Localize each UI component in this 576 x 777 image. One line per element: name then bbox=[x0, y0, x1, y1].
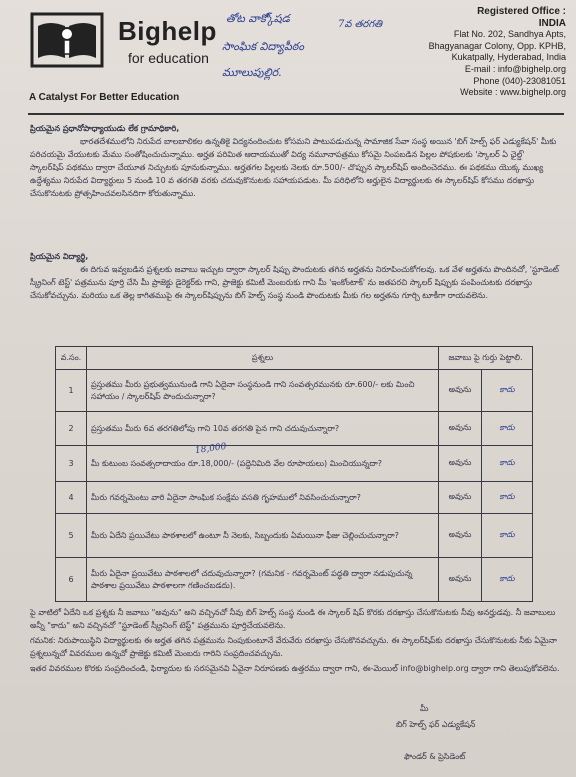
paragraph-student-text: ఈ దిగువ ఇవ్వబడిన ప్రశ్నలకు జవాబు ఇచ్చుట ద్వారా స్కాలర్ షిప్పు పొందుటకు తగిన అర్హతను నిరూపించుకోగలవు. ఒక వేళ అర్హతను పొందినచో, 'స్టూడెంట్ స్క్రీనింగ్ టెస్ట్' పత్రమును పూర్తి చేసి మీ ప్రాజెక్టు డైరెక్టర్‌కు గాని, ప్రాజెక్టు కమిటీ మెంబరుకు గాని మీ 'ఇంకోంటాక్' ను జతపరచి స్కాలర్ షిప్పుకు పంపించుటకు దరఖాస్తు చేసుకోవచ్చును. మరియు ఒక తెల్ల కాగితముపై ఈ స్కాలర్‌షిప్పును బిగ్ హెల్ప్ సంస్థ నుండి పొందుటకు మీకు గల అర్హతను గూర్చి టూకీగా రాయవలెను. bbox=[30, 265, 559, 300]
column-header-serial: వ.సం. bbox=[56, 347, 87, 370]
paragraph-headmaster bbox=[30, 122, 560, 200]
answer-no-handwritten-mark[interactable]: కాదు bbox=[482, 514, 533, 558]
row-question: మీరు గవర్నమెంటు వారి ఏదైనా సాంఘిక సంక్షేమ వసతి గృహములో నివసించుచున్నారా? bbox=[87, 482, 439, 514]
answer-no-handwritten-mark[interactable]: కాదు bbox=[482, 558, 533, 602]
answer-yes-option[interactable]: అవును bbox=[439, 446, 482, 482]
table-row bbox=[56, 412, 533, 446]
table-row bbox=[56, 558, 533, 602]
row-number: 1 bbox=[56, 370, 87, 412]
answer-yes-option[interactable]: అవును bbox=[439, 514, 482, 558]
header-divider bbox=[28, 113, 564, 115]
office-country: INDIA bbox=[538, 17, 566, 29]
salutation-student: ప్రియమైన విద్యార్థి, bbox=[30, 252, 89, 261]
column-header-questions: ప్రశ్నలు bbox=[87, 347, 439, 370]
row-number: 5 bbox=[56, 514, 87, 558]
open-book-logo-icon bbox=[30, 12, 104, 68]
answer-yes-option[interactable]: అవును bbox=[439, 412, 482, 446]
table-row bbox=[56, 370, 533, 412]
table-row bbox=[56, 446, 533, 482]
handwritten-village: మూలుపుల్లిర. bbox=[222, 66, 282, 79]
note-eligibility: పై వాటిలో ఏదేని ఒక ప్రశ్నకు నీ జవాబు "అవును" అని వచ్చినచో నీవు బిగ్ హెల్ప్ సంస్థ నుండి ఈ స్కాలర్ షిప్ కొరకు దరఖాస్తు చేసుకొనుటకు నీవు అనర్హుడవు. నీ జవాబులు అన్నీ "కాదు" అని వచ్చినచో "స్టూడెంట్ స్క్రీనింగ్ టెస్ట్" పత్రమును పూర్తిచేయవలెను. bbox=[30, 608, 556, 630]
office-phone: Phone (040)-23081051 bbox=[473, 75, 566, 86]
handwritten-student-name: తోట వాక్కో్షడ bbox=[226, 12, 290, 25]
answer-yes-option[interactable]: అవును bbox=[439, 482, 482, 514]
office-title: Registered Office : bbox=[477, 6, 566, 17]
office-address-line: Kukatpally, Hyderabad, India bbox=[451, 52, 566, 63]
signature-org: బిగ్ హెల్ప్ ఫర్ ఎడ్యుకేషన్ bbox=[396, 720, 476, 729]
answer-no-handwritten-mark[interactable]: కాదు bbox=[482, 412, 533, 446]
brand-subtitle: for education bbox=[128, 50, 209, 66]
answer-no-handwritten-mark[interactable]: కాదు bbox=[482, 446, 533, 482]
salutation-headmaster: ప్రియమైన ప్రధానోపాధ్యాయుడు లేక గ్రామాధికారి, bbox=[30, 124, 180, 133]
note-remark: గమనిక: నిరుపాయిస్థిని విద్యార్థులకు ఈ అర్హత తగిన పత్రమును నింపుకుంటూనే వేరువేరు దరఖాస్తు చేసుకొనవచ్చును. ఈ స్కాలర్‌షిప్‌కు దరఖాస్తు చేసుకొనుటకు నీకు ఏమైనా ప్రశ్నలున్నచో వివరముల ఉన్నచో ప్రాజెక్టు కమిటీ మెంబరు గారిని సంప్రదించవచ్చును. bbox=[30, 636, 557, 658]
closing-word: మీ bbox=[420, 704, 429, 713]
handwritten-class: 7వ తరగతి bbox=[338, 19, 383, 30]
paragraph-headmaster-text: భారతదేశములోని నిరుపేద బాలబాలికల ఉన్నతికై విద్యనందించుట కోసమని పాటుపడుచున్న సామాజిక సేవా సంస్థ అయిన 'బిగ్ హెల్ప్ ఫర్ ఎడ్యుకేషన్' మీకు పరిచయమై వేయుటకు మేము సంతోషించుచున్నాము. అర్హత పరిమిత ఆదాయముతో విద్య నమూనాపత్రము కోసమై నింపబడిన పిల్లల పోషకులకు 'స్కాలర్ ఏ ఛైల్డ్' స్కాలర్‌షిప్ పథకము ద్వారా చేయూత నిచ్చుటకు పూనుకున్నాము. అర్హతగల పిల్లలకు నెలకు రూ.500/- చొప్పున స్కాలర్‌షిప్ అందించెదము. ఈ పథకము యొక్క ముఖ్య ఉద్దేశ్యము నిరుపేద విద్యార్థులు 5 నుండి 10 వ తరగతి వరకు చదువుకొనుటకు సహాయపడుట. మీ పరిధిలోని అర్హులైన విద్యార్థులకు ఈ స్కాలర్‌షిప్ కోసము దరఖాస్తు చేసుకొనుటకు ప్రోత్సహించవలసినదిగా కోరుతున్నాము. bbox=[30, 137, 557, 198]
row-number: 2 bbox=[56, 412, 87, 446]
row-question: మీ కుటుంబ సంవత్సరాదాయం రూ.18,000/- (పద్దెనిమిది వేల రూపాయలు) మించియున్నదా? bbox=[87, 446, 439, 482]
table-header-row bbox=[56, 347, 533, 370]
row-question: మీరు ఏదేని ప్రయివేటు పాఠశాలలో ఉంటూ నీ నెలకు, సిబ్బందుకు ఏమయినా ఫీజు చెల్లించుచున్నారా? bbox=[87, 514, 439, 558]
eligibility-table bbox=[55, 346, 533, 602]
row-question: ప్రస్తుతము మీరు ప్రభుత్వమునుండి గాని ఏదైనా సంస్థనుండి గాని సంవత్సరమునకు రూ.600/- లకు మించి సహాయం / స్కాలర్‌షిప్ పొందుచున్నారా? bbox=[87, 370, 439, 412]
office-address-line: Bhagyanagar Colony, Opp. KPHB, bbox=[428, 40, 566, 51]
row-number: 6 bbox=[56, 558, 87, 602]
handwritten-income-scribble: 18,000 bbox=[194, 441, 228, 457]
table-row bbox=[56, 514, 533, 558]
handwritten-school: సాంఘిక విద్యాపీఠం bbox=[222, 40, 304, 53]
registered-office-block bbox=[429, 6, 566, 99]
row-number: 3 bbox=[56, 446, 87, 482]
tagline: A Catalyst For Better Education bbox=[29, 92, 180, 103]
office-email: E-mail : info@bighelp.org bbox=[464, 63, 566, 74]
answer-yes-option[interactable]: అవును bbox=[439, 558, 482, 602]
row-number: 4 bbox=[56, 482, 87, 514]
table-row bbox=[56, 482, 533, 514]
row-question: మీరు ఏదైనా ప్రయివేటు పాఠశాలలో చదువుచున్నారా? (గమనిక - గవర్నమెంట్ పద్ధతి ద్వారా నడుపుచున్న పాఠశాల ప్రయివేటు పాఠశాలగా గణించబడదు). bbox=[87, 558, 439, 602]
answer-no-handwritten-mark[interactable]: కాదు bbox=[482, 482, 533, 514]
paragraph-student bbox=[30, 250, 560, 302]
office-address-line: Flat No. 202, Sandhya Apts, bbox=[453, 29, 566, 40]
office-website: Website : www.bighelp.org bbox=[460, 87, 566, 98]
note-contact: ఇతర వివరముల కొరకు సంప్రదించండి, ఫిర్యాదుల కు సరసమైనవి ఏవైనా నిరూపణకు ఉత్తరము ద్వారా గాని, ఈ-మెయిల్ info@bighelp.org ద్వారా గాని తెలుపుకోవలెను. bbox=[30, 664, 560, 673]
column-header-answer: జవాబు పై గుర్తు పెట్టాలి. bbox=[439, 347, 533, 370]
row-question: ప్రస్తుతము మీరు 6వ తరగతిలోపు గాని 10వ తరగతి పైన గాని చదువుచున్నారా? bbox=[87, 412, 439, 446]
signature-role: ఫౌండర్ & ప్రెసిడెంట్ bbox=[404, 752, 466, 761]
answer-no-handwritten-mark[interactable]: కాదు bbox=[482, 370, 533, 412]
brand-name: Bighelp bbox=[118, 16, 217, 46]
answer-yes-option[interactable]: అవును bbox=[439, 370, 482, 412]
